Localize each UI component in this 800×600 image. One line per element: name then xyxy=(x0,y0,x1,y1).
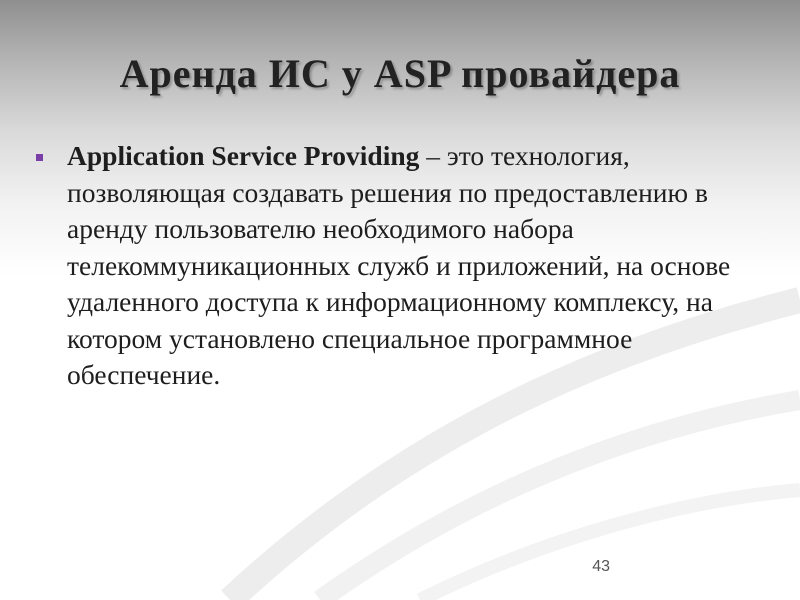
bullet-definition: – это технология, позволяющая создавать решения по предоставлению в аренду пользователю необходимого набора телекоммуникационных служб и приложений, на основе удаленного доступа к информационному комплексу, на котором установлено специальное программное обеспечение. xyxy=(67,140,731,390)
page-number: 43 xyxy=(592,558,610,575)
bullet-text xyxy=(67,138,777,394)
slide-title: Аренда ИС у ASP провайдера xyxy=(119,51,681,96)
bullet-marker xyxy=(36,154,43,161)
bullet-lead-term: Application Service Providing xyxy=(67,140,420,171)
